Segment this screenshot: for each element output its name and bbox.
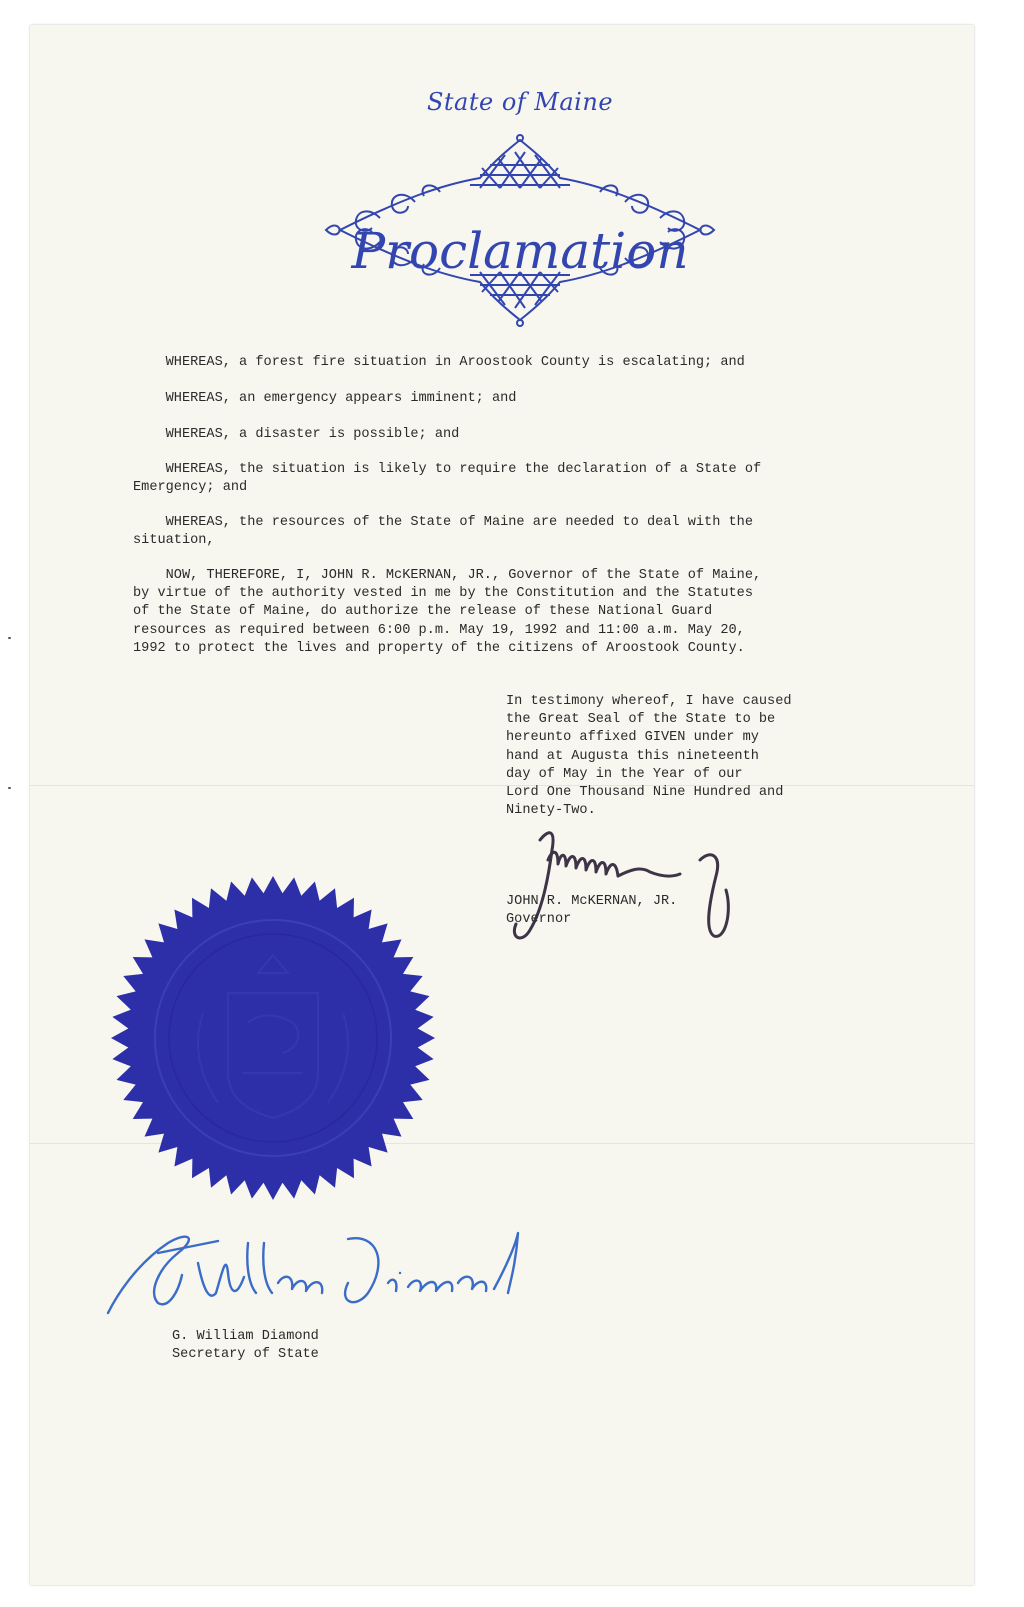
proclamation-title: Proclamation [351, 222, 689, 280]
governor-title: Governor [506, 912, 572, 928]
paper-speck [8, 637, 11, 639]
whereas-paragraph: WHEREAS, a forest fire situation in Aroostook County is escalating; and [133, 355, 745, 370]
governor-signature [500, 820, 740, 950]
paper-speck [8, 787, 11, 789]
proclamation-document [30, 25, 974, 1585]
great-seal-of-maine [108, 873, 438, 1203]
whereas-paragraph: WHEREAS, the resources of the State of Maine are needed to deal with the situation, [133, 515, 753, 549]
governor-name: JOHN R. McKERNAN, JR. [506, 894, 678, 909]
whereas-paragraph: WHEREAS, a disaster is possible; and [133, 427, 460, 442]
secretary-title: Secretary of State [172, 1347, 319, 1363]
now-therefore-paragraph: NOW, THEREFORE, I, JOHN R. McKERNAN, JR., Governor of the State of Maine, by virtue of the authority vested in me by the Constitution and the Statutes of the State of Maine, do authorize the release of these National Guard resources as required between 6:00 p.m. May 19, 1992 and 11:00 a.m. May 20, 1992 to protect the lives and property of the citizens of Aroostook County. [133, 568, 762, 656]
whereas-paragraph: WHEREAS, an emergency appears imminent; and [133, 391, 517, 406]
secretary-signature-block [172, 1328, 319, 1364]
whereas-paragraph: WHEREAS, the situation is likely to require the declaration of a State of Emergency; and [133, 462, 762, 496]
secretary-name: G. William Diamond [172, 1329, 319, 1344]
testimony-clause: In testimony whereof, I have caused the Great Seal of the State to be hereunto affixed GIVEN under my hand at Augusta this nineteenth day of May in the Year of our Lord One Thousand Nine Hundred and Ninety-Two. [506, 694, 792, 819]
letterhead [320, 70, 720, 330]
state-heading: State of Maine [426, 88, 614, 116]
secretary-signature [98, 1223, 538, 1333]
governor-signature-block [506, 893, 677, 929]
